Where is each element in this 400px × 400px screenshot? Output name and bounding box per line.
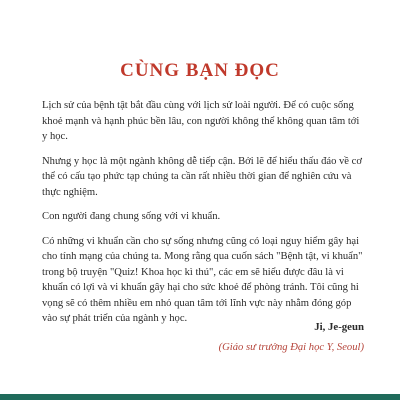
author-role: (Giáo sư trưởng Đại học Y, Seoul) xyxy=(218,342,364,353)
author-name: Ji, Je-geun xyxy=(314,321,364,333)
page-title: CÙNG BẠN ĐỌC xyxy=(120,60,280,81)
bottom-band xyxy=(0,394,400,400)
foreword-body xyxy=(42,98,364,336)
paragraph-4: Có những vi khuẩn cần cho sự sống nhưng cũng có loại nguy hiểm gây hại cho tính mạng của chúng ta. Mong rằng qua cuốn sách "Bệnh tật, vi khuẩn" trong bộ truyện "Quiz! Khoa học kì thú", các em sẽ hiểu được đâu là vi khuẩn có lợi và vi khuẩn gây hại cho sức khoẻ để phòng tránh. Tôi cũng hi vọng sẽ có thêm nhiều em nhỏ quan tâm tới lĩnh vực này nhằm đóng góp vào sự phát triển của ngành y học. xyxy=(42,235,363,324)
paragraph-1: Lịch sử của bệnh tật bắt đầu cùng với lịch sử loài người. Để có cuộc sống khoẻ mạnh và hạnh phúc bền lâu, con người không thể không quan tâm tới y học. xyxy=(42,100,360,142)
paragraph-3: Con người đang chung sống với vi khuẩn. xyxy=(42,211,221,222)
paragraph-2: Nhưng y học là một ngành không dễ tiếp cận. Bởi lẽ để hiểu thấu đáo về cơ thể có cấu tạo phức tạp chúng ta cần rất nhiều thời gian để nghiên cứu và thực nghiệm. xyxy=(42,155,362,198)
